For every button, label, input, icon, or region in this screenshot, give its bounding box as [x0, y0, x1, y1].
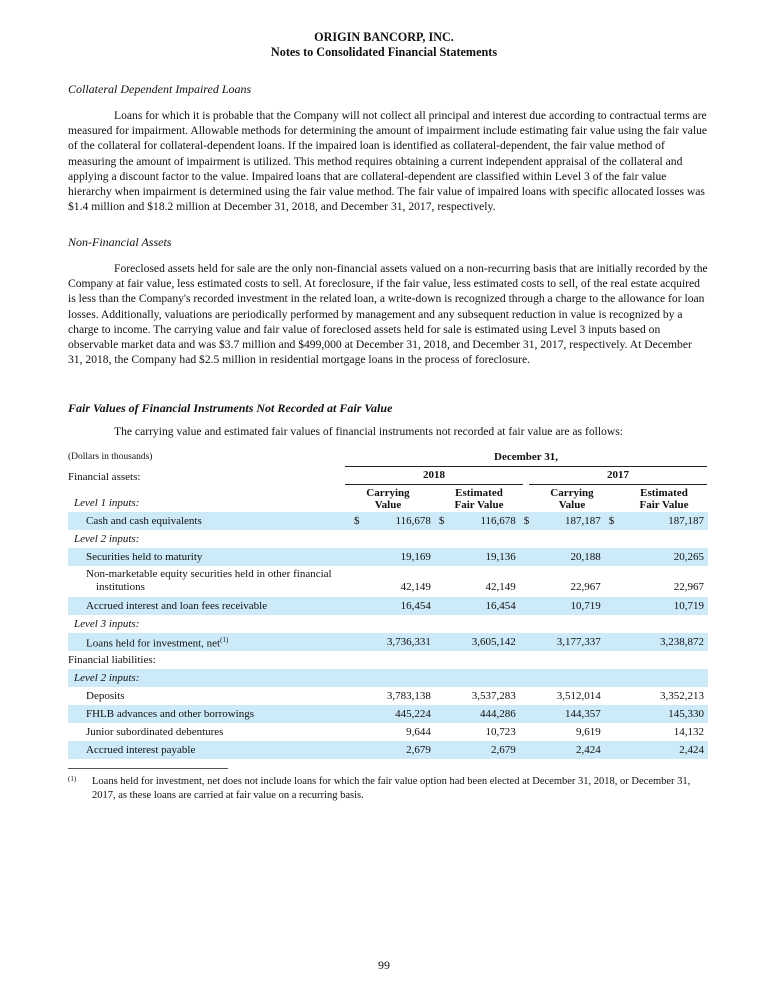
document-subtitle: Notes to Consolidated Financial Statements	[270, 45, 498, 59]
section-title-fair-values: Fair Values of Financial Instruments Not Recorded at Fair Value	[68, 401, 393, 415]
footnote-divider	[68, 768, 228, 769]
table-row: Deposits 3,783,138 3,537,283 3,512,014 3,352,213	[86, 689, 704, 702]
period-header: December 31,	[494, 451, 558, 463]
table-row-subhead: Level 2 inputs:	[74, 532, 140, 545]
paragraph-collateral	[68, 108, 708, 214]
footnote-ref: (1)	[220, 635, 229, 644]
year-header-2018: 2018	[423, 469, 445, 481]
table-row: Loans held for investment, net$^{(1)}$ 3,736,331 3,605,142 3,177,337 3,238,872	[68, 633, 708, 651]
table-row: FHLB advances and other borrowings 445,224 444,286 144,357 145,330	[68, 705, 708, 723]
table-row-subhead: Level 2 inputs:	[68, 669, 708, 687]
table-row: Accrued interest and loan fees receivable 16,454 16,454 10,719 10,719	[68, 597, 708, 615]
paragraph-fair-values-intro	[68, 424, 708, 439]
col-header-carrying-2018: Carrying Value	[366, 487, 410, 511]
col-header-fair-2017: Estimated Fair Value	[639, 487, 689, 511]
table-row: Junior subordinated debentures 9,644 10,723 9,619 14,132	[86, 725, 704, 738]
section-title-collateral: Collateral Dependent Impaired Loans	[68, 82, 252, 96]
financial-assets-label: Financial assets:	[68, 471, 141, 483]
period-rule	[345, 466, 707, 467]
table-row: Cash and cash equivalents $ 116,678 $ 116,678 $ 187,187 $ 187,187	[68, 512, 708, 530]
col-header-fair-2018: Estimated Fair Value	[454, 487, 504, 511]
year-rule-2018	[345, 484, 523, 485]
fair-value-table	[68, 494, 708, 759]
company-name: ORIGIN BANCORP, INC.	[314, 30, 454, 44]
paragraph-text: The carrying value and estimated fair values of financial instruments not recorded at fair value are as follows:	[114, 425, 623, 438]
footnote-mark: (1)	[68, 775, 77, 783]
paragraph-text: Loans for which it is probable that the Company will not collect all principal and interest due according to contractual terms are measured for impairment. Allowable methods for determining the amount of impairment include estimating fair value using the fair value of the collateral for collateral-dependent loans. If the impaired loan is identified as collateral-dependent, the fair value method of measuring the amount of impairment is utilized. This method requires obtaining a current independent appraisal of the collateral and applying a discount factor to the value. Impaired loans that are collateral-dependent are classified within Level 3 of the fair value hierarchy when impairment is determined using the fair value method. The fair value of impaired loans with specific allocated losses was $1.4 million and $18.2 million at December 31, 2018, and December 31, 2017, respectively.	[68, 109, 708, 214]
table-row-subhead: Level 1 inputs:	[74, 496, 140, 509]
table-row-group: Financial liabilities:	[68, 653, 156, 666]
page-header	[0, 30, 768, 60]
table-row-subhead: Level 3 inputs:	[74, 617, 140, 630]
units-note: (Dollars in thousands)	[68, 452, 153, 462]
page-number: 99	[378, 958, 390, 972]
section-title-non-financial: Non-Financial Assets	[68, 235, 172, 249]
table-row: Non-marketable equity securities held in other financial institutions 42,149 42,149 22,967 22,967	[86, 568, 704, 593]
table-row: Accrued interest payable 2,679 2,679 2,424 2,424	[68, 741, 708, 759]
year-rule-2017	[529, 484, 707, 485]
paragraph-non-financial	[68, 261, 708, 367]
col-header-carrying-2017: Carrying Value	[550, 487, 594, 511]
paragraph-text: Foreclosed assets held for sale are the only non-financial assets valued on a non-recurring basis that are initially recorded by the Company at fair value, less estimated costs to sell. At foreclosure, if the fair value, less estimated costs to sell, of the real estate acquired is less than the Company's recorded investment in the related loan, a write-down is recognized through a charge to the allowance for loan losses. Additionally, valuations are periodically performed by management and any subsequent reduction in value is recognized by a charge to income. The carrying value and fair value of foreclosed assets held for sale is estimated using Level 3 inputs based on observable market data and was $3.7 million and $499,000 at December 31, 2018, and December 31, 2017, respectively. At December 31, 2018, the Company had $2.5 million in residential mortgage loans in the process of foreclosure.	[68, 262, 708, 367]
table-row: Securities held to maturity 19,169 19,136 20,188 20,265	[68, 548, 708, 566]
footnote-text: Loans held for investment, net does not include loans for which the fair value option had been elected at December 31, 2018, or December 31, 2017, as these loans are carried at fair value on a recurring basis.	[92, 776, 691, 801]
year-header-2017: 2017	[607, 469, 629, 481]
